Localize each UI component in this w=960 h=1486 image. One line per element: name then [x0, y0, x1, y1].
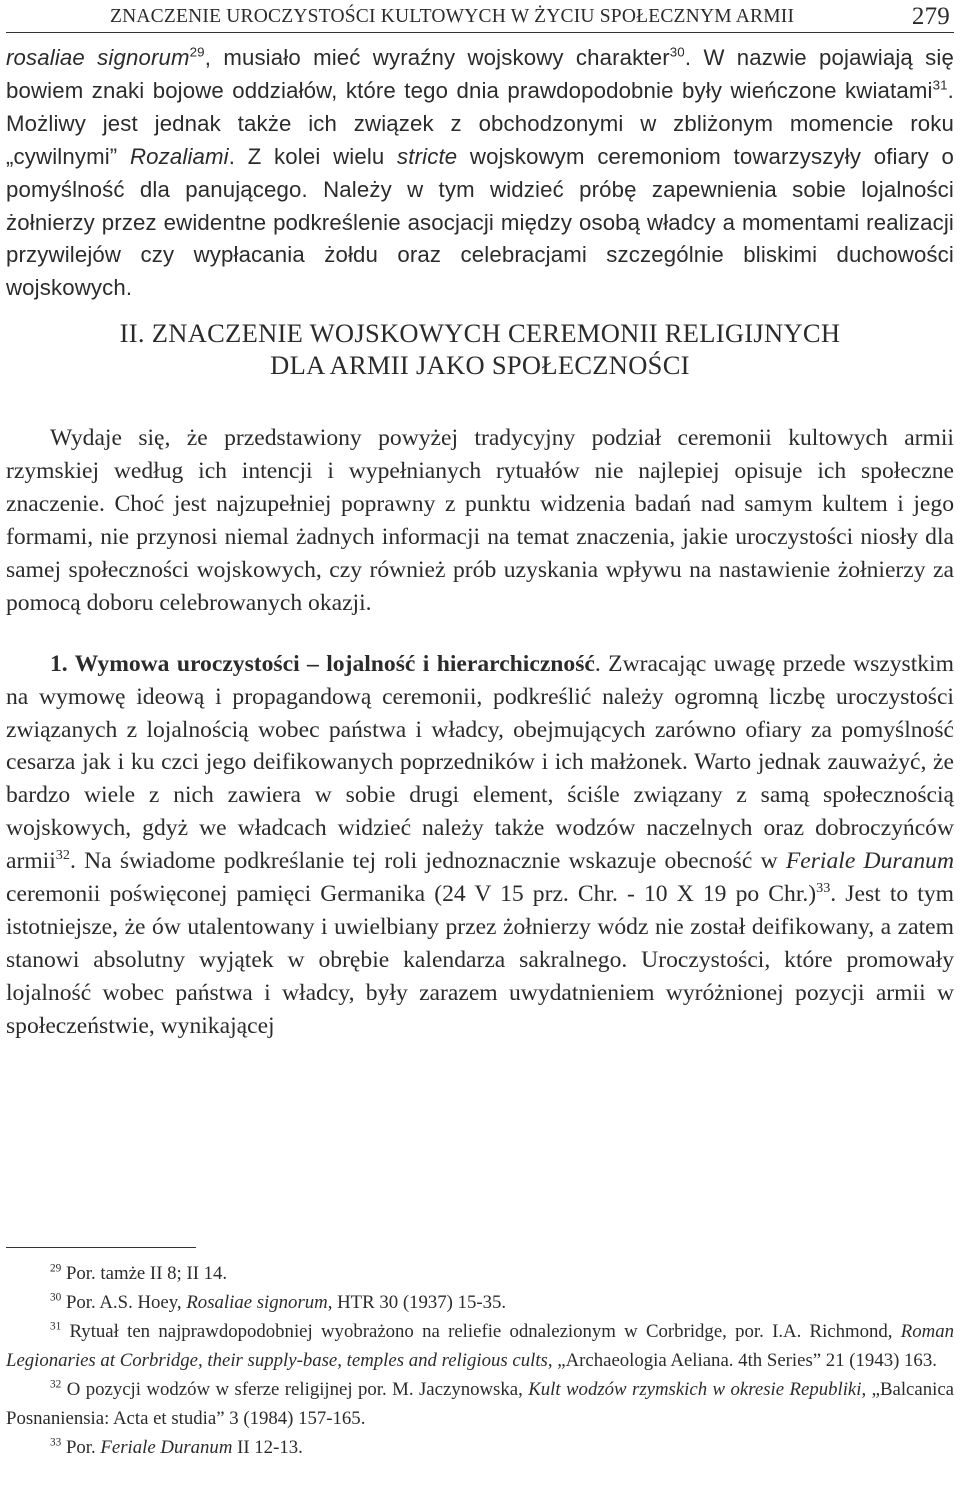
section-heading-line: DLA ARMII JAKO SPOŁECZNOŚCI — [270, 350, 690, 381]
footnote-number: 29 — [50, 1262, 62, 1275]
footnote: $^{32}$ O pozycji wodzów w sferze religijnej por. M. Jaczynowska, Kult wodzów rzymskich w okresie Republiki, „Balcanica Posnaniensia: Acta et studia” 3 (1984) 157-165. — [6, 1378, 954, 1429]
paragraph: rosaliae signorum$^{29}$, musiało mieć wyraźny wojskowy charakter$^{30}$. W nazwie pojawiają się bowiem znaki bojowe oddziałów, które tego dnia prawdopodobnie były wieńczone kwiatami$^{31}$. Możliwy jest jednak także ich związek z obchodzonymi w zbliżonym momencie roku „cywilnymi” Rozaliami. Z kolei wielu stricte wojskowym ceremoniom towarzyszyły ofiary o pomyślność dla panującego. Należy w tym widzieć próbę zapewnienia sobie lojalności żołnierzy przez ewidentne podkreślenie asocjacji między osobą władcy a momentami realizacji przywilejów czy wypłacania żołdu oraz celebracjami szczególnie bliskimi duchowości wojskowych. — [6, 44, 955, 301]
main-text — [6, 42, 954, 1043]
footnote-ref[interactable]: 33 — [816, 880, 831, 897]
footnote-number: 33 — [50, 1436, 62, 1449]
latin-term: rosaliae signorum — [6, 45, 190, 70]
footnote: $^{33}$ Por. Feriale Duranum II 12-13. — [50, 1436, 303, 1458]
footnote-number: 30 — [50, 1291, 62, 1304]
footnote-number: 31 — [50, 1320, 62, 1333]
footnote: $^{29}$ Por. tamże II 8; II 14. — [50, 1262, 228, 1284]
footnote-ref[interactable]: 30 — [669, 44, 685, 60]
footnote: $^{30}$ Por. A.S. Hoey, Rosaliae signorum, HTR 30 (1937) 15-35. — [50, 1291, 507, 1313]
paragraph: Wydaje się, że przedstawiony powyżej tradycyjny podział ceremonii kultowych armii rzymskiej według ich intencji i wypełnianych rytuałów nie najlepiej opisuje ich społeczne znaczenie. Choć jest najzupełniej poprawny z punktu widzenia badań nad samym kultem i jego formami, nie przynosi niemal żadnych informacji na temat znaczenia, jakie uroczystości niosły dla samej społeczności wojskowych, czy również prób uzyskania wpływu na nastawienie żołnierzy za pomocą doboru celebrowanych okazji. — [6, 425, 954, 616]
section-heading-line: II. ZNACZENIE WOJSKOWYCH CEREMONII RELIGIJNYCH — [119, 318, 841, 349]
footnote-ref[interactable]: 32 — [55, 847, 70, 864]
running-header — [6, 2, 954, 33]
footnote-separator — [6, 1247, 196, 1248]
footnote-number: 32 — [50, 1378, 62, 1391]
subsection-heading: 1. Wymowa uroczystości – lojalność i hierarchiczność — [50, 650, 595, 677]
footnote: $^{31}$ Rytuał ten najprawdopodobniej wyobrażono na reliefie odnalezionym w Corbridge, por. I.A. Richmond, Roman Legionaries at Corbridge, their supply-base, temples and religious cults, „Archaeologia Aeliana. 4th Series” 21 (1943) 163. — [6, 1320, 954, 1371]
paragraph: 1. Wymowa uroczystości – lojalność i hierarchiczność. Zwracając uwagę przede wszystkim na wymowę ideową i propagandową ceremonii, podkreślić należy ogromną liczbę uroczystości związanych z lojalnością wobec państwa i władcy, obejmujących zarówno ofiary za pomyślność cesarza jak i ku czci jego deifikowanych poprzedników i ich małżonek. Warto jednak zauważyć, że bardzo wiele z nich zawiera w sobie drugi element, ściśle związany z samą społecznością wojskowych, gdyż we władcach widzieć należy także wodzów naczelnych oraz dobroczyńców armii$^{32}$. Na świadome podkreślanie tej roli jednoznacznie wskazuje obecność w Feriale Duranum ceremonii poświęconej pamięci Germanika (24 V 15 prz. Chr. - 10 X 19 po Chr.)$^{33}$. Jest to tym istotniejsze, że ów utalentowany i uwielbiany przez żołnierzy wódz nie został deifikowany, a zatem stanowi absolutny wyjątek w obrębie kalendarza sakralnego. Uroczystości, które promowały lojalność wobec państwa i władcy, były zarazem uwydatnieniem wyróżnionej pozycji armii w społeczeństwie, wynikającej — [6, 650, 954, 1039]
footnotes — [6, 1259, 954, 1462]
footnote-ref[interactable]: 31 — [932, 77, 948, 93]
running-title: ZNACZENIE UROCZYSTOŚCI KULTOWYCH W ŻYCIU SPOŁECZNYM ARMII — [110, 6, 795, 27]
section-heading — [6, 317, 954, 381]
page-number: 279 — [911, 3, 950, 30]
footnote-ref[interactable]: 29 — [189, 44, 205, 60]
